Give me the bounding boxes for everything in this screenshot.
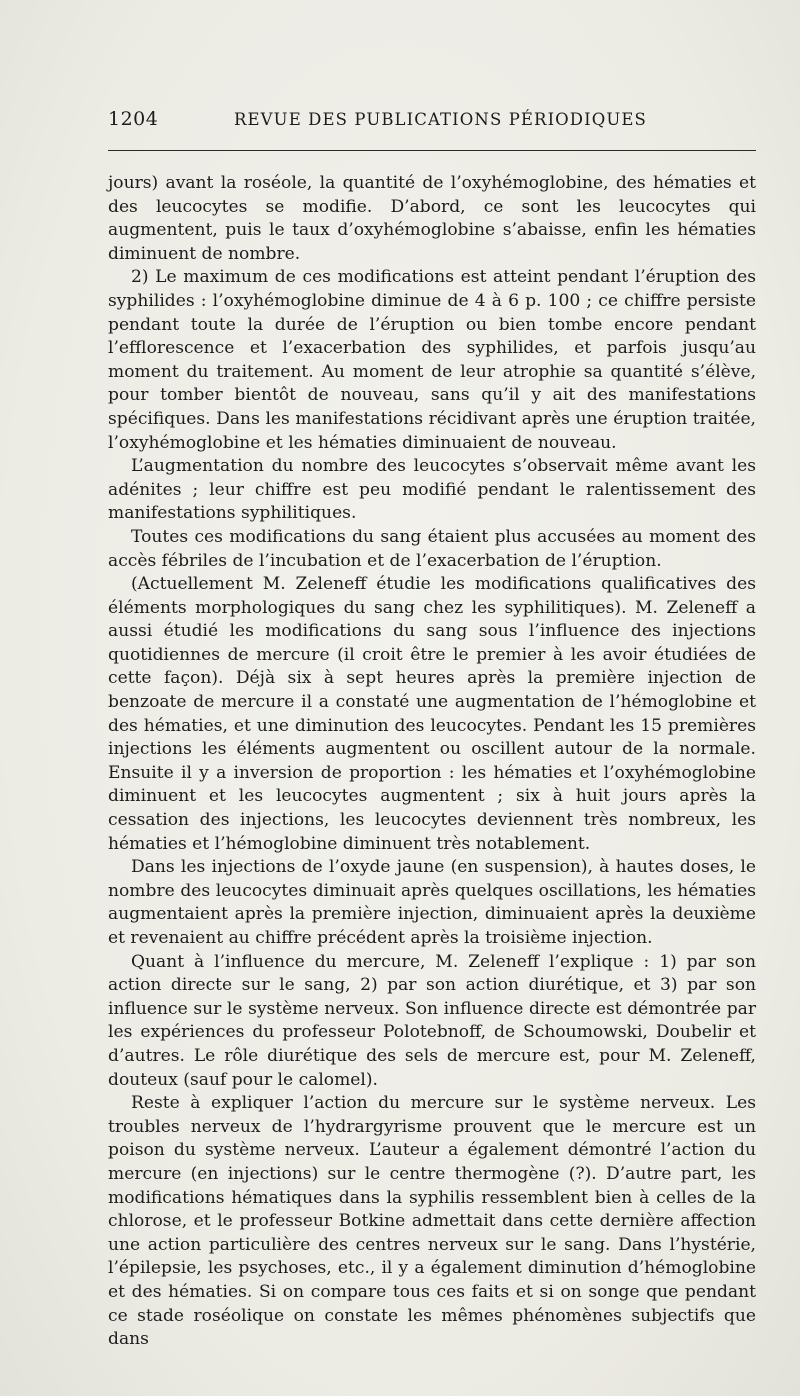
paragraph: (Actuellement M. Zeleneff étudie les modifications qualificatives des éléments morphologiques du sang chez les syphilitiques). M. Zeleneff a aussi étudié les modifications du sang sous l’influence des injections quotidiennes de mercure (il croit être le premier à les avoir étudiées de cette façon). Déjà six à sept heures après la première injection de benzoate de mercure il a constaté une augmentation de l’hémoglobine et des hématies, et une diminution des leucocytes. Pendant les 15 premières injections les éléments augmentent ou oscillent autour de la normale. Ensuite il y a inversion de proportion : les hématies et l’oxyhémoglobine diminuent et les leucocytes augmentent ; six à huit jours après la cessation des injections, les leucocytes deviennent très nombreux, les hématies et l’hémoglobine diminuent très notablement. <box>108 574 756 854</box>
paragraph: Dans les injections de l’oxyde jaune (en suspension), à hautes doses, le nombre des leucocytes diminuait après quelques oscillations, les hématies augmentaient après la première injection, diminuaient après la deuxième et revenaient au chiffre précédent après la troisième injection. <box>108 857 756 948</box>
book-page <box>108 108 756 1350</box>
paragraph-continued: jours) avant la roséole, la quantité de l’oxyhémoglobine, des hématies et des leucocytes se modifie. D’abord, ce sont les leucocytes qui augmentent, puis le taux d’oxyhémoglobine s’abaisse, enfin les hématies diminuent de nombre. <box>108 173 756 264</box>
page-number: 1204 <box>108 108 159 130</box>
running-title: REVUE DES PUBLICATIONS PÉRIODIQUES <box>234 110 647 129</box>
paragraph: Quant à l’influence du mercure, M. Zeleneff l’explique : 1) par son action directe sur le sang, 2) par son action diurétique, et 3) par son influence sur le système nerveux. Son influence directe est démontrée par les expériences du professeur Polotebnoff, de Schoumowski, Doubelir et d’autres. Le rôle diurétique des sels de mercure est, pour M. Zeleneff, douteux (sauf pour le calomel). <box>108 951 756 1090</box>
header-rule <box>108 150 756 151</box>
paragraph: L’augmentation du nombre des leucocytes s’observait même avant les adénites ; leur chiffre est peu modifié pendant le ralentissement des manifestations syphilitiques. <box>108 456 756 524</box>
running-head <box>108 108 756 142</box>
paragraph: Toutes ces modifications du sang étaient plus accusées au moment des accès fébriles de l’incubation et de l’exacerbation de l’éruption. <box>108 526 756 571</box>
paragraph: 2) Le maximum de ces modifications est atteint pendant l’éruption des syphilides : l’oxyhémoglobine diminue de 4 à 6 p. 100 ; ce chiffre persiste pendant toute la durée de l’éruption ou bien tombe encore pendant l’efflorescence et l’exacerbation des syphilides, et parfois jusqu’au moment du traitement. Au moment de leur atrophie sa quantité s’élève, pour tomber bientôt de nouveau, sans qu’il y ait des manifestations spécifiques. Dans les manifestations récidivant après une éruption traitée, l’oxyhémoglobine et les hématies diminuaient de nouveau. <box>108 267 756 453</box>
body-text <box>108 172 756 1352</box>
paragraph: Reste à expliquer l’action du mercure sur le système nerveux. Les troubles nerveux de l’hydrargyrisme prouvent que le mercure est un poison du système nerveux. L’auteur a également démontré l’action du mercure (en injections) sur le centre thermogène (?). D’autre part, les modifications hématiques dans la syphilis ressemblent bien à celles de la chlorose, et le professeur Botkine admettait dans cette dernière affection une action particulière des centres nerveux sur le sang. Dans l’hystérie, l’épilepsie, les psychoses, etc., il y a également diminution d’hémoglobine et des hématies. Si on compare tous ces faits et si on songe que pendant ce stade roséolique on constate les mêmes phénomènes subjectifs que dans <box>108 1093 756 1350</box>
